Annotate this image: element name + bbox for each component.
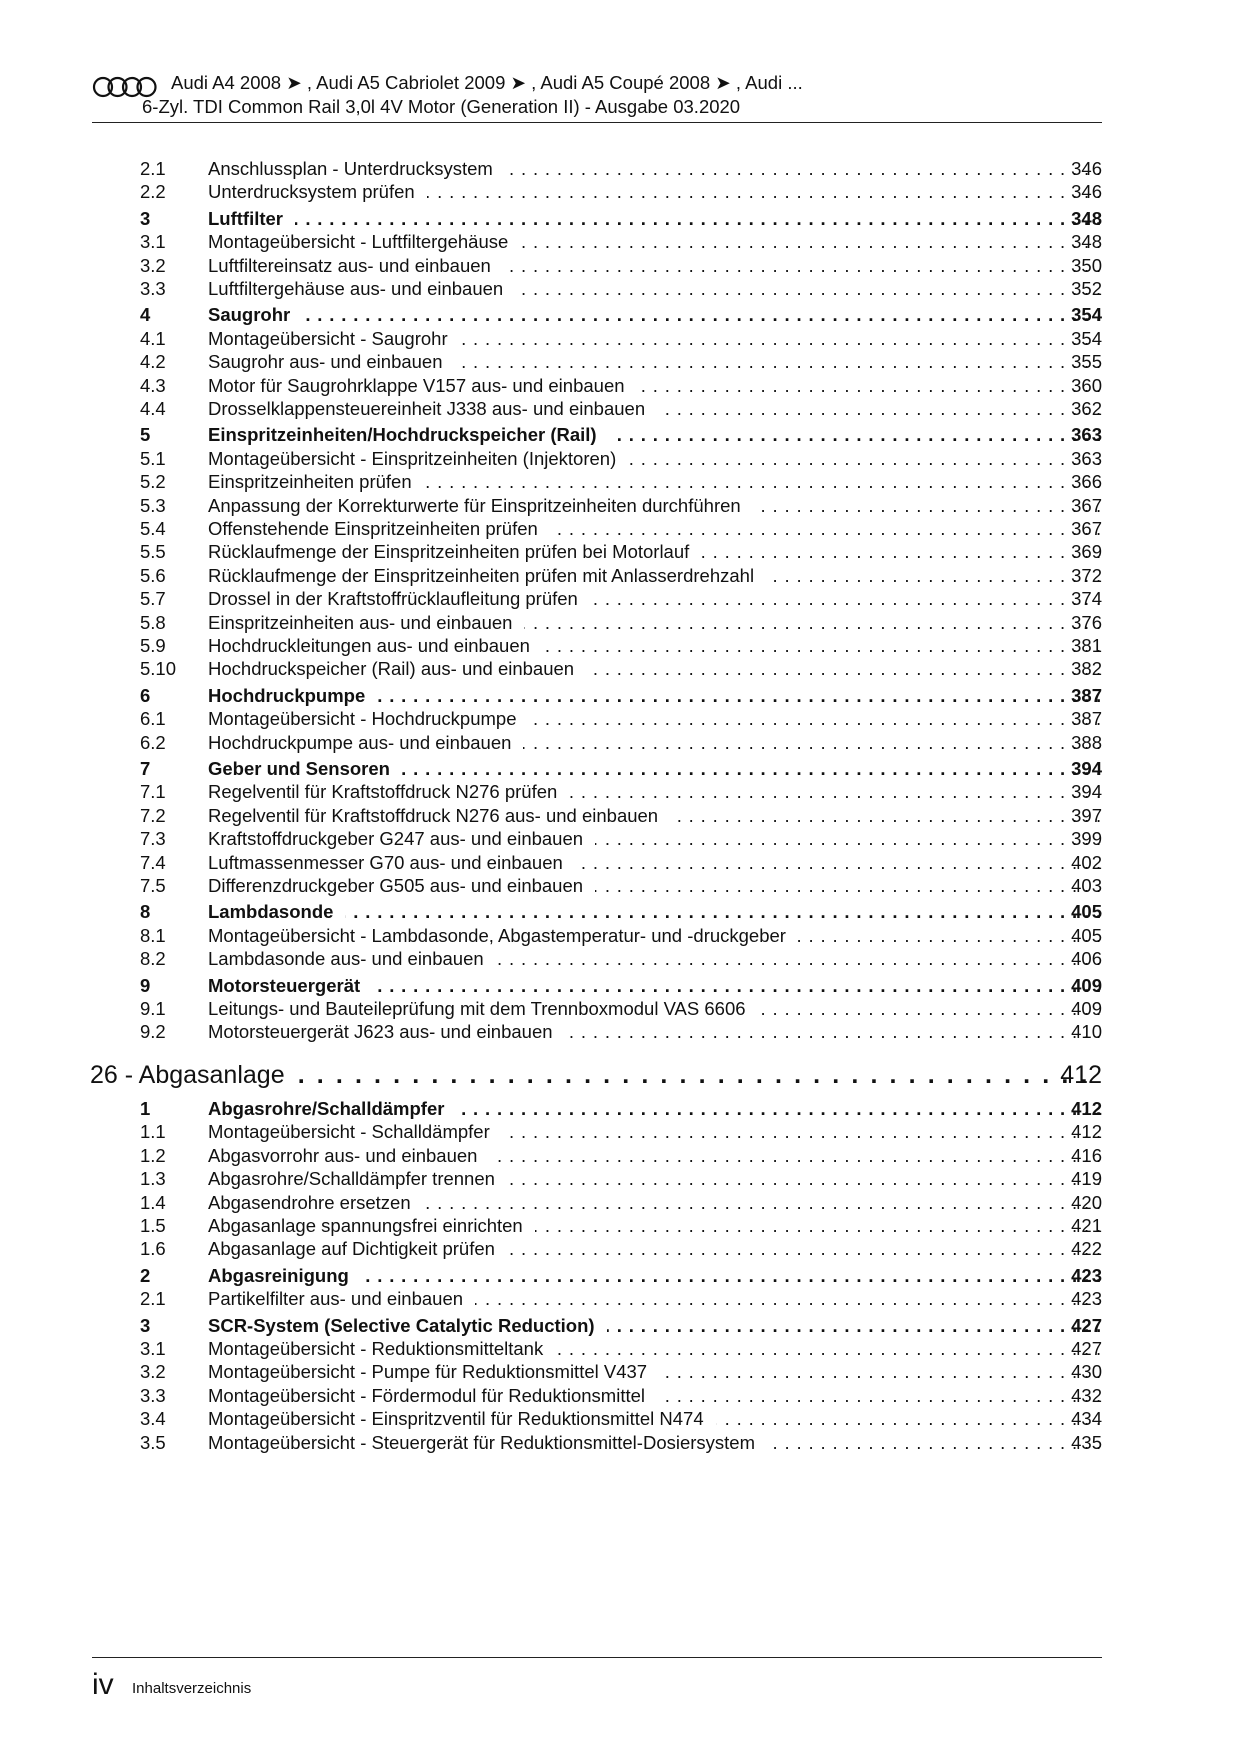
toc-entry-title-text: Motor für Saugrohrklappe V157 aus- und einbauen [208, 375, 637, 396]
toc-entry-title-text: Motorsteuergerät J623 aus- und einbauen [208, 1021, 565, 1042]
toc-entry-title-text: Regelventil für Kraftstoffdruck N276 aus- und einbauen [208, 805, 670, 826]
toc-entry-title-text: Montageübersicht - Pumpe für Reduktionsmittel V437 [208, 1361, 659, 1382]
toc-entry-title-text: Lambdasonde [208, 901, 345, 922]
toc-entry-number: 3.1 [140, 231, 166, 253]
toc-entry-title [208, 973, 1102, 999]
toc-entry-page: 355 [1071, 351, 1102, 373]
chapter-title [90, 1058, 1090, 1092]
toc-entry-number: 7 [140, 758, 151, 779]
toc-entry-number: 2.1 [140, 1288, 166, 1310]
toc-entry-title-text: Montageübersicht - Schalldämpfer [208, 1121, 502, 1142]
toc-entry-row[interactable] [0, 1190, 1240, 1216]
toc-entry-number: 5.10 [140, 658, 177, 680]
toc-entry-title-text: Saugrohr aus- und einbauen [208, 351, 455, 372]
toc-entry-title-text: Hochdruckpumpe aus- und einbauen [208, 732, 523, 753]
toc-entry-title-text: Unterdrucksystem prüfen [208, 181, 427, 202]
toc-entry-row[interactable] [0, 179, 1240, 205]
toc-entry-page: 367 [1071, 518, 1102, 539]
toc-entry-title-text: Rücklaufmenge der Einspritzeinheiten prüfen bei Motorlauf [208, 541, 701, 562]
toc-entry-page: 366 [1071, 471, 1102, 493]
toc-entry-title [208, 516, 1102, 542]
toc-entry-number: 4.4 [140, 398, 166, 419]
toc-entry-title [208, 850, 1102, 876]
toc-entry-title [208, 1430, 1102, 1456]
toc-entry-row[interactable] [0, 516, 1240, 542]
toc-entry-page: 412 [1071, 1098, 1102, 1119]
toc-entry-title [208, 873, 1102, 899]
toc-entry-page: 387 [1071, 708, 1102, 730]
toc-entry-title-text: Regelventil für Kraftstoffdruck N276 prüfen [208, 781, 569, 802]
toc-entry-title-text: Partikelfilter aus- und einbauen [208, 1288, 475, 1309]
toc-entry-page: 369 [1071, 541, 1102, 563]
toc-entry-page: 381 [1071, 635, 1102, 656]
toc-entry-row[interactable] [0, 656, 1240, 682]
toc-entry-title [208, 1166, 1102, 1192]
toc-entry-title [208, 923, 1102, 949]
toc-entry-page: 434 [1071, 1408, 1102, 1430]
toc-entry-row[interactable] [0, 946, 1240, 972]
toc-entry-row[interactable] [0, 349, 1240, 375]
toc-entry-row[interactable] [0, 1286, 1240, 1312]
toc-entry-page: 348 [1071, 207, 1102, 229]
toc-section-row[interactable] [0, 1313, 1240, 1339]
footer-label: Inhaltsverzeichnis [132, 1680, 252, 1697]
toc-entry-page: 382 [1071, 658, 1102, 680]
toc-entry-row[interactable] [0, 1359, 1240, 1385]
toc-entry-row[interactable] [0, 633, 1240, 659]
toc-entry-title-text: Geber und Sensoren [208, 758, 402, 779]
toc-entry-title-text: Anpassung der Korrekturwerte für Einspritzeinheiten durchführen [208, 495, 753, 516]
toc-section-row[interactable] [0, 302, 1240, 328]
toc-entry-number: 3.2 [140, 254, 166, 276]
toc-entry-title [208, 779, 1102, 805]
toc-entry-title-text: Luftfilter [208, 208, 295, 229]
toc-entry-number: 3.3 [140, 1384, 166, 1406]
toc-entry-title [208, 373, 1102, 399]
toc-entry-number: 6.1 [140, 708, 166, 730]
toc-entry-title [208, 1119, 1102, 1145]
toc-entry-title [208, 302, 1102, 328]
toc-entry-title [208, 1213, 1102, 1239]
toc-entry-row[interactable] [0, 1143, 1240, 1169]
toc-entry-title [208, 1383, 1102, 1409]
toc-entry-title-text: Montageübersicht - Luftfiltergehäuse [208, 231, 520, 252]
toc-entry-title [208, 276, 1102, 302]
chapter-page: 412 [1060, 1061, 1102, 1089]
toc-entry-row[interactable] [0, 730, 1240, 756]
toc-entry-page: 432 [1071, 1384, 1102, 1406]
toc-section-row[interactable] [0, 206, 1240, 232]
toc-entry-title-text: Abgasvorrohr aus- und einbauen [208, 1145, 489, 1166]
toc-entry-page: 350 [1071, 254, 1102, 276]
toc-entry-number: 5.9 [140, 635, 166, 656]
toc-entry-title-text: Luftfiltergehäuse aus- und einbauen [208, 278, 515, 299]
toc-entry-page: 427 [1071, 1338, 1102, 1359]
toc-entry-number: 1.5 [140, 1215, 166, 1236]
toc-entry-title [208, 946, 1102, 972]
toc-entry-number: 5.1 [140, 447, 166, 469]
toc-entry-row[interactable] [0, 586, 1240, 612]
toc-entry-row[interactable] [0, 539, 1240, 565]
toc-entry-row[interactable] [0, 1383, 1240, 1409]
toc-entry-row[interactable] [0, 326, 1240, 352]
toc-entry-number: 1.4 [140, 1191, 166, 1213]
toc-entry-title [208, 1096, 1102, 1122]
toc-entry-title-text: Abgasanlage spannungsfrei einrichten [208, 1215, 535, 1236]
toc-entry-page: 420 [1071, 1191, 1102, 1213]
toc-entry-title-text: Drosselklappensteuereinheit J338 aus- und einbauen [208, 398, 657, 419]
toc-section-row[interactable] [0, 899, 1240, 925]
toc-entry-title [208, 563, 1102, 589]
toc-entry-title-text: Offenstehende Einspritzeinheiten prüfen [208, 518, 550, 539]
toc-entry-title [208, 349, 1102, 375]
toc-entry-title-text: Hochdruckspeicher (Rail) aus- und einbauen [208, 658, 586, 679]
toc-entry-number: 5.4 [140, 518, 166, 539]
toc-entry-row[interactable] [0, 1119, 1240, 1145]
toc-entry-title [208, 1359, 1102, 1385]
toc-entry-page: 352 [1071, 278, 1102, 299]
toc-entry-title [208, 206, 1102, 232]
toc-entry-page: 348 [1071, 231, 1102, 253]
toc-entry-title-text: Lambdasonde aus- und einbauen [208, 948, 496, 969]
toc-entry-row[interactable] [0, 1213, 1240, 1239]
toc-entry-page: 376 [1071, 611, 1102, 633]
toc-entry-title [208, 446, 1102, 472]
toc-entry-number: 5.7 [140, 588, 166, 610]
toc-entry-number: 1.1 [140, 1121, 166, 1143]
toc-entry-title [208, 730, 1102, 756]
toc-entry-title [208, 826, 1102, 852]
toc-entry-number: 9.2 [140, 1021, 166, 1043]
toc-entry-page: 394 [1071, 781, 1102, 803]
toc-entry-row[interactable] [0, 1166, 1240, 1192]
header-vehicle-line: Audi A4 2008 ➤ , Audi A5 Cabriolet 2009 ➤ , Audi A5 Coupé 2008 ➤ , Audi ... [171, 72, 803, 93]
toc-entry-number: 4.3 [140, 374, 166, 396]
toc-entry-page: 346 [1071, 158, 1102, 179]
toc-entry-number: 5.6 [140, 564, 166, 586]
toc-section-row[interactable] [0, 1263, 1240, 1289]
toc-entry-page: 409 [1071, 998, 1102, 1019]
toc-entry-title-text: Montageübersicht - Reduktionsmitteltank [208, 1338, 555, 1359]
toc-entry-row[interactable] [0, 803, 1240, 829]
toc-entry-number: 5.5 [140, 541, 166, 563]
toc-entry-page: 354 [1071, 327, 1102, 349]
toc-entry-title [208, 656, 1102, 682]
toc-entry-title [208, 899, 1102, 925]
toc-entry-row[interactable] [0, 1430, 1240, 1456]
toc-entry-row[interactable] [0, 923, 1240, 949]
toc-entry-number: 7.3 [140, 828, 166, 850]
toc-entry-number: 3.1 [140, 1338, 166, 1359]
toc-entry-number: 6.2 [140, 731, 166, 753]
toc-entry-number: 6 [140, 684, 151, 706]
toc-entry-row[interactable] [0, 706, 1240, 732]
toc-entry-number: 1.2 [140, 1144, 166, 1166]
toc-entry-page: 421 [1071, 1215, 1102, 1236]
toc-entry-title-text: Abgasreinigung [208, 1265, 361, 1286]
toc-entry-title [208, 156, 1102, 182]
toc-entry-number: 1.3 [140, 1168, 166, 1190]
toc-entry-title [208, 706, 1102, 732]
toc-entry-number: 2 [140, 1264, 151, 1286]
toc-entry-title-text: Einspritzeinheiten aus- und einbauen [208, 612, 524, 633]
toc-entry-title-text: Anschlussplan - Unterdrucksystem [208, 158, 505, 179]
toc-entry-title [208, 493, 1102, 519]
toc-entry-number: 9.1 [140, 998, 166, 1019]
toc-entry-page: 372 [1071, 564, 1102, 586]
toc-entry-title-text: Abgasendrohre ersetzen [208, 1192, 423, 1213]
toc-entry-page: 423 [1071, 1264, 1102, 1286]
toc-entry-row[interactable] [0, 1336, 1240, 1362]
toc-entry-number: 2.2 [140, 181, 166, 203]
toc-section-row[interactable] [0, 683, 1240, 709]
toc-entry-title-text: Hochdruckleitungen aus- und einbauen [208, 635, 542, 656]
toc-entry-number: 3.3 [140, 278, 166, 299]
toc-entry-title-text: Montageübersicht - Lambdasonde, Abgastemperatur- und -druckgeber [208, 925, 798, 946]
toc-entry-number: 5.3 [140, 494, 166, 516]
toc-entry-row[interactable] [0, 563, 1240, 589]
chapter-title-text: 26 - Abgasanlage [90, 1061, 299, 1089]
toc-entry-page: 412 [1071, 1121, 1102, 1143]
toc-entry-number: 4.2 [140, 351, 166, 373]
toc-entry-page: 427 [1071, 1314, 1102, 1336]
toc-entry-title-text: Montageübersicht - Fördermodul für Reduktionsmittel [208, 1385, 657, 1406]
toc-entry-title [208, 1313, 1102, 1339]
toc-entry-number: 1.6 [140, 1238, 166, 1260]
toc-entry-title-text: Drossel in der Kraftstoffrücklaufleitung prüfen [208, 588, 590, 609]
toc-entry-page: 399 [1071, 828, 1102, 850]
toc-entry-row[interactable] [0, 229, 1240, 255]
toc-entry-title-text: Kraftstoffdruckgeber G247 aus- und einbauen [208, 828, 595, 849]
toc-entry-title-text: Einspritzeinheiten/Hochdruckspeicher (Rail) [208, 424, 609, 445]
toc-entry-page: 394 [1071, 758, 1102, 779]
footer-divider [92, 1657, 1102, 1658]
toc-entry-row[interactable] [0, 1406, 1240, 1432]
toc-entry-number: 5.2 [140, 471, 166, 493]
toc-entry-number: 3.2 [140, 1361, 166, 1383]
toc-entry-title-text: Montageübersicht - Steuergerät für Reduktionsmittel-Dosiersystem [208, 1432, 767, 1453]
toc-entry-number: 9 [140, 974, 151, 996]
toc-entry-title [208, 539, 1102, 565]
toc-entry-page: 410 [1071, 1021, 1102, 1043]
toc-entry-number: 5.8 [140, 611, 166, 633]
toc-entry-page: 422 [1071, 1238, 1102, 1260]
toc-entry-title [208, 1406, 1102, 1432]
toc-entry-number: 3.4 [140, 1408, 166, 1430]
header-engine-line: 6-Zyl. TDI Common Rail 3,0l 4V Motor (Generation II) - Ausgabe 03.2020 [142, 96, 741, 117]
chapter-heading-row[interactable] [0, 1058, 1240, 1092]
toc-entry-title [208, 633, 1102, 659]
toc-entry-title-text: SCR-System (Selective Catalytic Reduction) [208, 1315, 607, 1336]
audi-rings-icon [92, 76, 158, 98]
toc-entry-row[interactable] [0, 396, 1240, 422]
toc-entry-page: 362 [1071, 398, 1102, 419]
toc-entry-title-text: Montageübersicht - Einspritzeinheiten (Injektoren) [208, 448, 628, 469]
toc-entry-page: 360 [1071, 374, 1102, 396]
toc-entry-number: 4.1 [140, 327, 166, 349]
toc-entry-number: 7.2 [140, 804, 166, 826]
toc-entry-title [208, 1190, 1102, 1216]
toc-entry-row[interactable] [0, 996, 1240, 1022]
toc-entry-row[interactable] [0, 1236, 1240, 1262]
toc-entry-title-text: Montageübersicht - Einspritzventil für Reduktionsmittel N474 [208, 1408, 716, 1429]
toc-entry-page: 409 [1071, 974, 1102, 996]
toc-entry-number: 8 [140, 901, 151, 923]
toc-entry-row[interactable] [0, 493, 1240, 519]
toc-section-row[interactable] [0, 1096, 1240, 1122]
toc-entry-page: 346 [1071, 181, 1102, 203]
toc-entry-title-text: Montageübersicht - Hochdruckpumpe [208, 708, 529, 729]
toc-entry-title [208, 610, 1102, 636]
toc-section-row[interactable] [0, 756, 1240, 782]
header-divider [92, 122, 1102, 123]
toc-entry-row[interactable] [0, 446, 1240, 472]
toc-entry-number: 4 [140, 304, 151, 326]
toc-entry-title-text: Einspritzeinheiten prüfen [208, 471, 424, 492]
toc-entry-title [208, 229, 1102, 255]
toc-entry-title-text: Hochdruckpumpe [208, 685, 377, 706]
toc-entry-page: 374 [1071, 588, 1102, 610]
toc-entry-title [208, 396, 1102, 422]
toc-entry-number: 8.1 [140, 924, 166, 946]
toc-entry-row[interactable] [0, 156, 1240, 182]
toc-entry-title [208, 422, 1102, 448]
toc-entry-title [208, 683, 1102, 709]
toc-section-row[interactable] [0, 973, 1240, 999]
toc-entry-page: 363 [1071, 447, 1102, 469]
toc-entry-row[interactable] [0, 779, 1240, 805]
toc-entry-row[interactable] [0, 253, 1240, 279]
toc-entry-row[interactable] [0, 276, 1240, 302]
footer-page-number: iv [92, 1668, 114, 1701]
toc-entry-page: 387 [1071, 684, 1102, 706]
toc-entry-page: 403 [1071, 875, 1102, 896]
toc-entry-page: 430 [1071, 1361, 1102, 1383]
toc-entry-page: 423 [1071, 1288, 1102, 1310]
toc-entry-page: 397 [1071, 804, 1102, 826]
toc-entry-number: 7.1 [140, 781, 166, 803]
toc-entry-title [208, 253, 1102, 279]
toc-entry-title [208, 1019, 1102, 1045]
toc-entry-number: 3.5 [140, 1431, 166, 1453]
toc-entry-row[interactable] [0, 469, 1240, 495]
toc-entry-page: 406 [1071, 948, 1102, 970]
toc-entry-page: 363 [1071, 424, 1102, 446]
toc-entry-page: 405 [1071, 901, 1102, 923]
toc-entry-number: 7.5 [140, 875, 166, 896]
toc-entry-number: 8.2 [140, 948, 166, 970]
toc-entry-number: 3 [140, 207, 151, 229]
toc-entry-page: 354 [1071, 304, 1102, 326]
toc-entry-title [208, 586, 1102, 612]
toc-entry-page: 388 [1071, 731, 1102, 753]
toc-entry-title [208, 1263, 1102, 1289]
toc-entry-number: 1 [140, 1098, 151, 1119]
toc-entry-number: 7.4 [140, 851, 166, 873]
toc-entry-page: 419 [1071, 1168, 1102, 1190]
toc-entry-title [208, 469, 1102, 495]
toc-entry-page: 405 [1071, 924, 1102, 946]
toc-entry-title [208, 1143, 1102, 1169]
toc-entry-row[interactable] [0, 373, 1240, 399]
toc-entry-title-text: Leitungs- und Bauteileprüfung mit dem Trennboxmodul VAS 6606 [208, 998, 758, 1019]
toc-section-row[interactable] [0, 422, 1240, 448]
toc-entry-number: 5 [140, 424, 151, 446]
toc-entry-title-text: Luftmassenmesser G70 aus- und einbauen [208, 852, 575, 873]
toc-entry-title [208, 1336, 1102, 1362]
toc-entry-title [208, 996, 1102, 1022]
toc-entry-title [208, 803, 1102, 829]
toc-entry-title-text: Abgasrohre/Schalldämpfer [208, 1098, 456, 1119]
toc-entry-row[interactable] [0, 610, 1240, 636]
toc-entry-title-text: Luftfiltereinsatz aus- und einbauen [208, 255, 503, 276]
toc-entry-title [208, 1236, 1102, 1262]
toc-entry-page: 367 [1071, 494, 1102, 516]
toc-entry-title [208, 1286, 1102, 1312]
toc-entry-title-text: Saugrohr [208, 304, 302, 325]
toc-entry-number: 2.1 [140, 158, 166, 179]
toc-entry-title-text: Abgasanlage auf Dichtigkeit prüfen [208, 1238, 507, 1259]
toc-entry-row[interactable] [0, 873, 1240, 899]
toc-entry-number: 3 [140, 1314, 151, 1336]
toc-entry-title-text: Motorsteuergerät [208, 975, 372, 996]
toc-entry-page: 416 [1071, 1144, 1102, 1166]
toc-entry-title-text: Montageübersicht - Saugrohr [208, 328, 460, 349]
toc-entry-title [208, 326, 1102, 352]
toc-entry-title-text: Rücklaufmenge der Einspritzeinheiten prüfen mit Anlasserdrehzahl [208, 565, 766, 586]
toc-entry-title-text: Abgasrohre/Schalldämpfer trennen [208, 1168, 507, 1189]
toc-entry-title [208, 179, 1102, 205]
toc-entry-row[interactable] [0, 1019, 1240, 1045]
toc-entry-title [208, 756, 1102, 782]
toc-entry-row[interactable] [0, 850, 1240, 876]
toc-entry-page: 402 [1071, 851, 1102, 873]
toc-entry-row[interactable] [0, 826, 1240, 852]
toc-entry-title-text: Differenzdruckgeber G505 aus- und einbauen [208, 875, 595, 896]
toc-entry-page: 435 [1071, 1431, 1102, 1453]
